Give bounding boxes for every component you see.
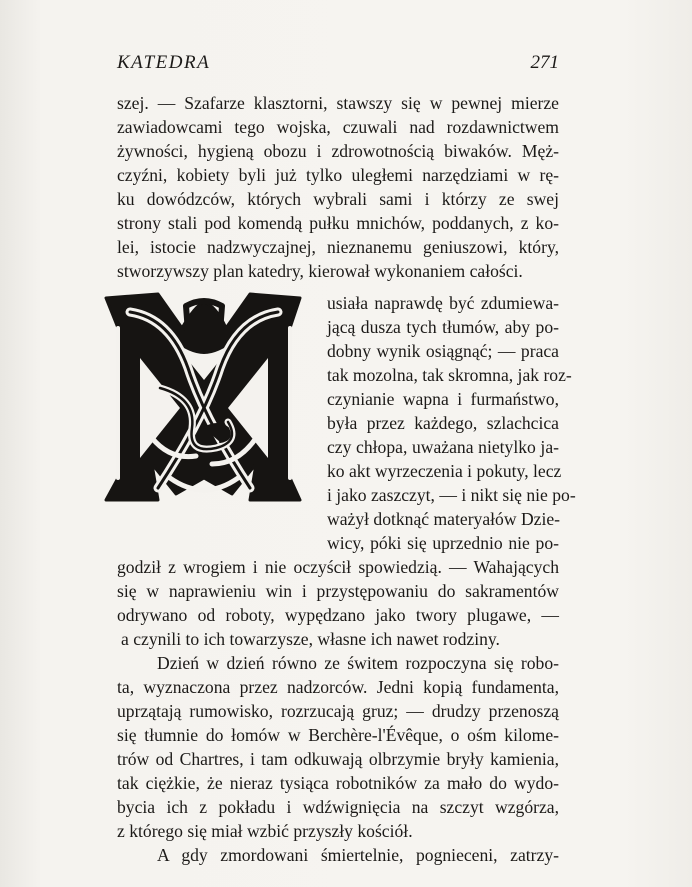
text-line: żywności, hygieną obozu i zdrowotnością biwaków. Męż- <box>117 141 559 161</box>
text-line: ważył dotknąć materyałów Dzie- <box>327 509 561 529</box>
text-line: z którego się miał wzbić przyszły kościół. <box>117 821 413 841</box>
text-line: się w naprawieniu win i przystępowaniu do sakramentów <box>117 581 559 601</box>
running-head: KATEDRA <box>117 52 211 73</box>
text-line: bycia ich z pokładu i wdźwignięcia na szczyt wzgórza, <box>117 797 559 817</box>
text-line: usiała naprawdę być zdumiewa- <box>327 293 559 313</box>
text-line: i jako zaszczyt, — i nikt się nie po- <box>327 485 576 505</box>
text-line: ta, wyznaczona przez nadzorców. Jedni kopią fundamenta, <box>117 677 559 697</box>
text-line: godził z wrogiem i nie oczyścił spowiedzią. — Wahających <box>117 557 559 577</box>
text-line: a czynili to ich towarzysze, własne ich nawet rodziny. <box>121 629 500 649</box>
text-line: A gdy zmordowani śmiertelnie, pognieceni, zatrzy- <box>157 845 559 865</box>
text-line: ku dowódzców, których wybrali sami i którzy ze swej <box>117 189 559 209</box>
page-number: 271 <box>530 52 559 73</box>
text-line: tak mozolna, tak skromna, jak roz- <box>327 365 572 385</box>
text-line: odrywano od roboty, wypędzano jako twory plugawe, — <box>117 605 559 625</box>
text-line: uprzątają rumowisko, rozrzucają gruz; — drudzy przenoszą <box>117 701 559 721</box>
text-line: czyźni, kobiety byli już tylko uległemi narzędziami w rę- <box>117 165 559 185</box>
text-line: czy chłopa, uważana nietylko ja- <box>327 437 559 457</box>
page-header <box>117 52 559 76</box>
text-line: Dzień w dzień równo ze świtem rozpoczyna się robo- <box>157 653 559 673</box>
text-line: była przez każdego, szlachcica <box>327 413 559 433</box>
ornamental-initial-m <box>100 288 306 508</box>
text-line: czynianie wapna i furmaństwo, <box>327 389 559 409</box>
text-line: zawiadowcami tego wojska, czuwali nad rozdawnictwem <box>117 117 559 137</box>
text-line: tak ciężkie, że nieraz tysiąca robotników za mało do wydo- <box>117 773 559 793</box>
text-line: trów od Chartres, i tam odkuwają olbrzymie bryły kamienia, <box>117 749 559 769</box>
text-line: szej. — Szafarze klasztorni, stawszy się w pewnej mierze <box>117 93 559 113</box>
text-line: się tłumnie do łomów w Berchère-l'Évêque, o ośm kilome- <box>117 725 559 745</box>
text-line: jącą dusza tych tłumów, aby po- <box>327 317 559 337</box>
text-line: wicy, póki się uprzednio nie po- <box>327 533 559 553</box>
text-line: strony stali pod komendą pułku mnichów, poddanych, z ko- <box>117 213 559 233</box>
text-line: lei, istocie nadzwyczajnej, nieznanemu geniuszowi, który, <box>117 237 559 257</box>
text-line: ko akt wyrzeczenia i pokuty, lecz <box>327 461 562 481</box>
text-line: dobny wynik osiągnąć; — praca <box>327 341 559 361</box>
text-line: stworzywszy plan katedry, kierował wykonaniem całości. <box>117 261 523 281</box>
